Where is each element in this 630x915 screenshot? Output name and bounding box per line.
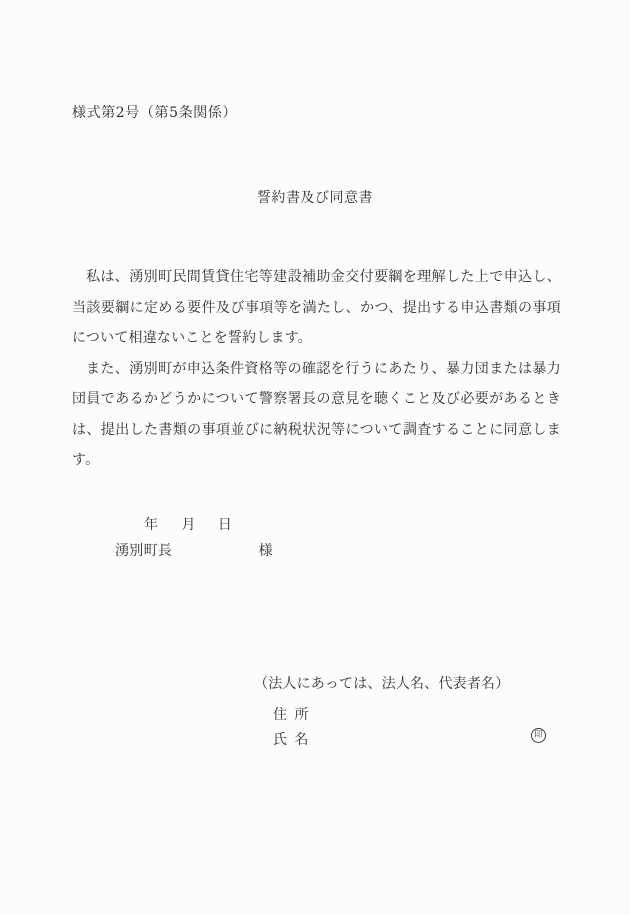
oath-paragraph: 私は、湧別町民間賃貸住宅等建設補助金交付要綱を理解した上で申込し、当該要綱に定める要件及び事項等を満たし、かつ、提出する申込書類の事項について相違ないことを誓約します。 (72, 269, 561, 346)
day-label: 日 (217, 517, 232, 533)
address-label: 住 所 (273, 707, 309, 723)
addressee: 湧別町長 (115, 543, 173, 559)
document-title: 誓約書及び同意書 (257, 190, 373, 206)
honorific: 様 (258, 543, 273, 559)
seal-label: 印 (534, 730, 543, 740)
name-label: 氏 名 (273, 732, 309, 748)
body-text (72, 262, 561, 476)
corporate-note: （法人にあっては、法人名、代表者名） (254, 676, 510, 692)
form-number: 様式第2号（第5条関係） (72, 105, 238, 121)
seal-stamp-icon (531, 728, 546, 743)
consent-paragraph: また、湧別町が申込条件資格等の確認を行うにあたり、暴力団または暴力団員であるかどうかについて警察署長の意見を聴くこと及び必要があるときは、提出した書類の事項並びに納税状況等について調査することに同意します。 (72, 360, 561, 468)
month-label: 月 (181, 517, 196, 533)
year-label: 年 (144, 517, 158, 533)
recipient-line (72, 540, 273, 560)
date-line (72, 514, 232, 534)
